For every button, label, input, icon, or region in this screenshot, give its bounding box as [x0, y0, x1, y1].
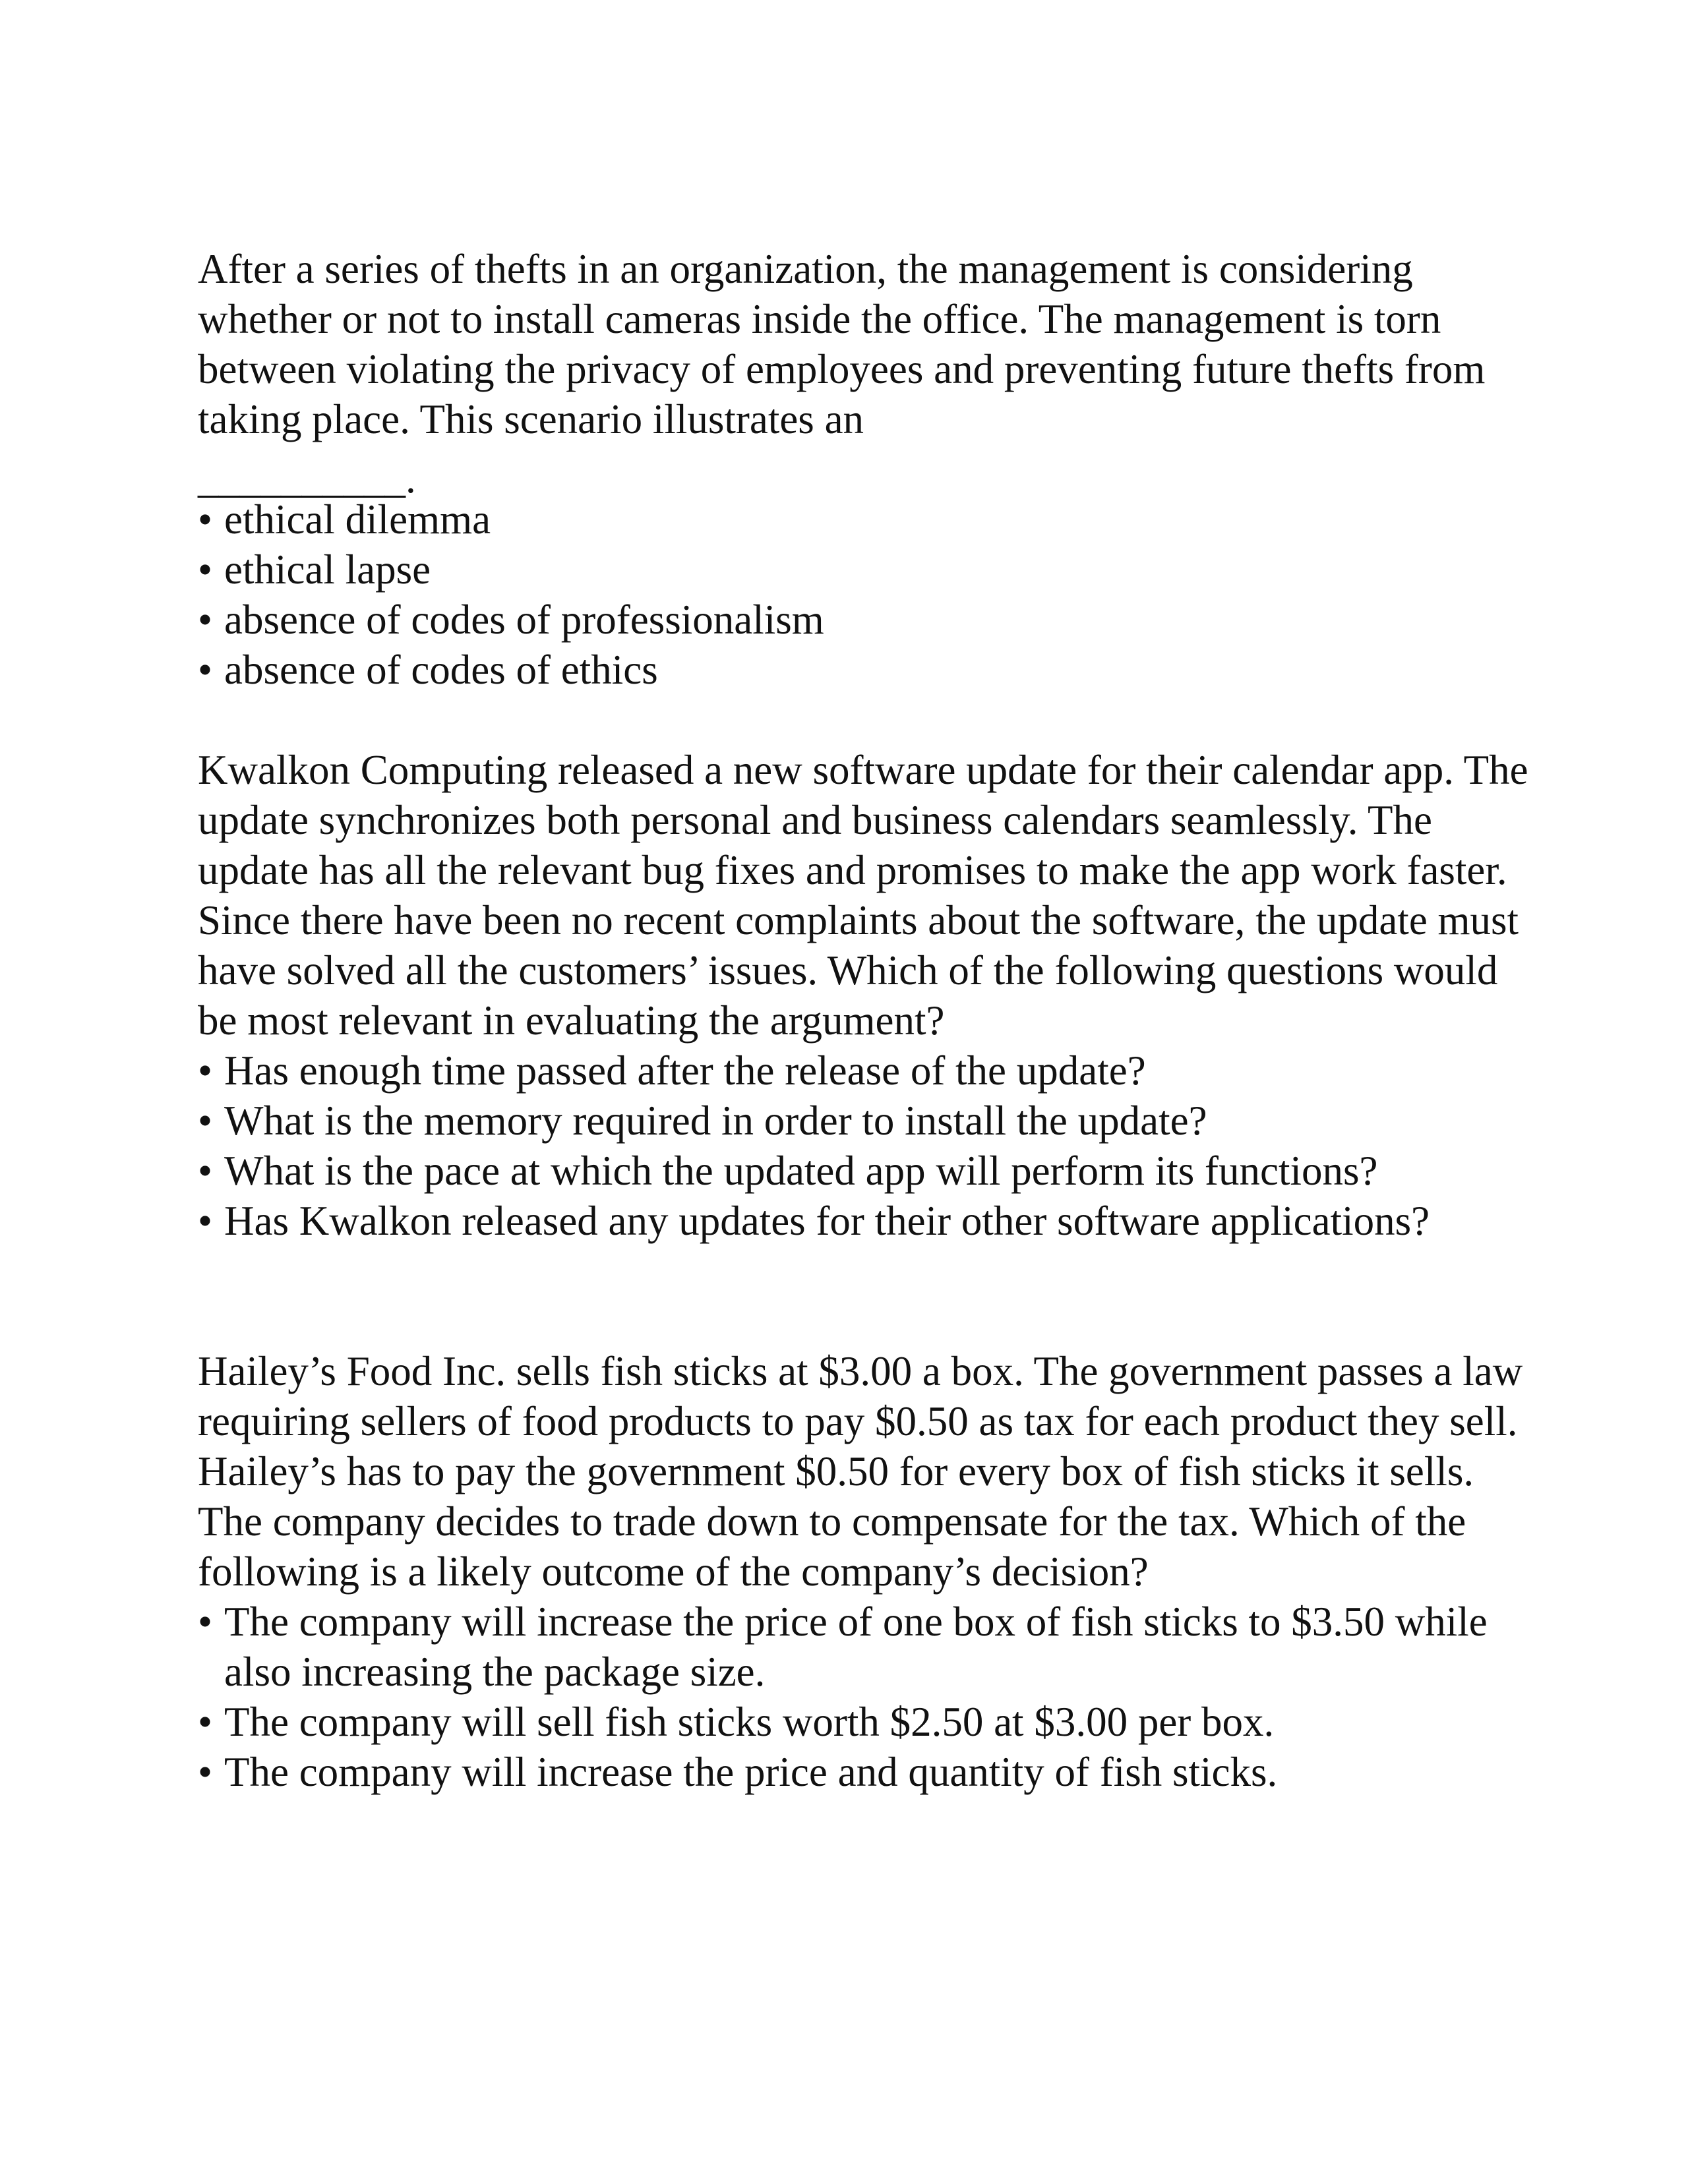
option-item: [198, 1597, 1543, 1697]
bullet-icon: •: [198, 496, 213, 543]
option-text: The company will increase the price of one box of fish sticks to $3.50 while also increasing the package size.: [224, 1599, 1488, 1695]
bullet-icon: •: [198, 647, 213, 693]
option-text: absence of codes of ethics: [224, 647, 658, 693]
option-text: Has Kwalkon released any updates for their other software applications?: [224, 1198, 1430, 1244]
option-text: absence of codes of professionalism: [224, 597, 824, 643]
option-item: [198, 1096, 1543, 1146]
question-2: [198, 745, 1543, 1246]
question-3-options: [198, 1597, 1543, 1797]
question-2-options: [198, 1046, 1543, 1246]
bullet-icon: •: [198, 1599, 213, 1645]
bullet-icon: •: [198, 597, 213, 643]
option-text: The company will sell fish sticks worth $2.50 at $3.00 per box.: [224, 1699, 1275, 1745]
question-2-stem: Kwalkon Computing released a new software update for their calendar app. The update synchronizes both personal and business calendars seamlessly. The update has all the relevant bug fixes and promises to make the app work faster. Since there have been no recent complaints about the software, the update must have solved all the customers’ issues. Which of the following questions would be most relevant in evaluating the argument?: [198, 747, 1528, 1044]
option-item: [198, 1747, 1543, 1797]
option-text: What is the pace at which the updated app will perform its functions?: [224, 1148, 1378, 1194]
bullet-icon: •: [198, 1148, 213, 1194]
option-text: What is the memory required in order to install the update?: [224, 1098, 1207, 1144]
option-item: [198, 1046, 1543, 1096]
option-item: [198, 1697, 1543, 1747]
option-item: [198, 1146, 1543, 1196]
question-1-blank: __________.: [198, 456, 416, 502]
option-item: [198, 494, 1543, 545]
bullet-icon: •: [198, 1098, 213, 1144]
option-item: [198, 1196, 1543, 1246]
question-3-stem: Hailey’s Food Inc. sells fish sticks at $3.00 a box. The government passes a law requiring sellers of food products to pay $0.50 as tax for each product they sell. Hailey’s has to pay the government $0.50 for every box of fish sticks it sells. The company decides to trade down to compensate for the tax. Which of the following is a likely outcome of the company’s decision?: [198, 1348, 1523, 1595]
question-1: [198, 244, 1543, 695]
bullet-icon: •: [198, 1198, 213, 1244]
option-text: The company will increase the price and quantity of fish sticks.: [224, 1749, 1278, 1795]
option-item: [198, 645, 1543, 695]
option-item: [198, 595, 1543, 645]
option-text: Has enough time passed after the release of the update?: [224, 1048, 1146, 1094]
bullet-icon: •: [198, 1048, 213, 1094]
bullet-icon: •: [198, 546, 213, 593]
bullet-icon: •: [198, 1699, 213, 1745]
question-1-options: [198, 494, 1543, 695]
option-text: ethical lapse: [224, 546, 431, 593]
bullet-icon: •: [198, 1749, 213, 1795]
document-page: [198, 244, 1543, 1797]
question-1-stem: After a series of thefts in an organization, the management is considering whether or not to install cameras inside the office. The management is torn between violating the privacy of employees and preventing future thefts from taking place. This scenario illustrates an: [198, 246, 1486, 442]
option-text: ethical dilemma: [224, 496, 491, 543]
question-3: [198, 1346, 1543, 1797]
option-item: [198, 545, 1543, 595]
